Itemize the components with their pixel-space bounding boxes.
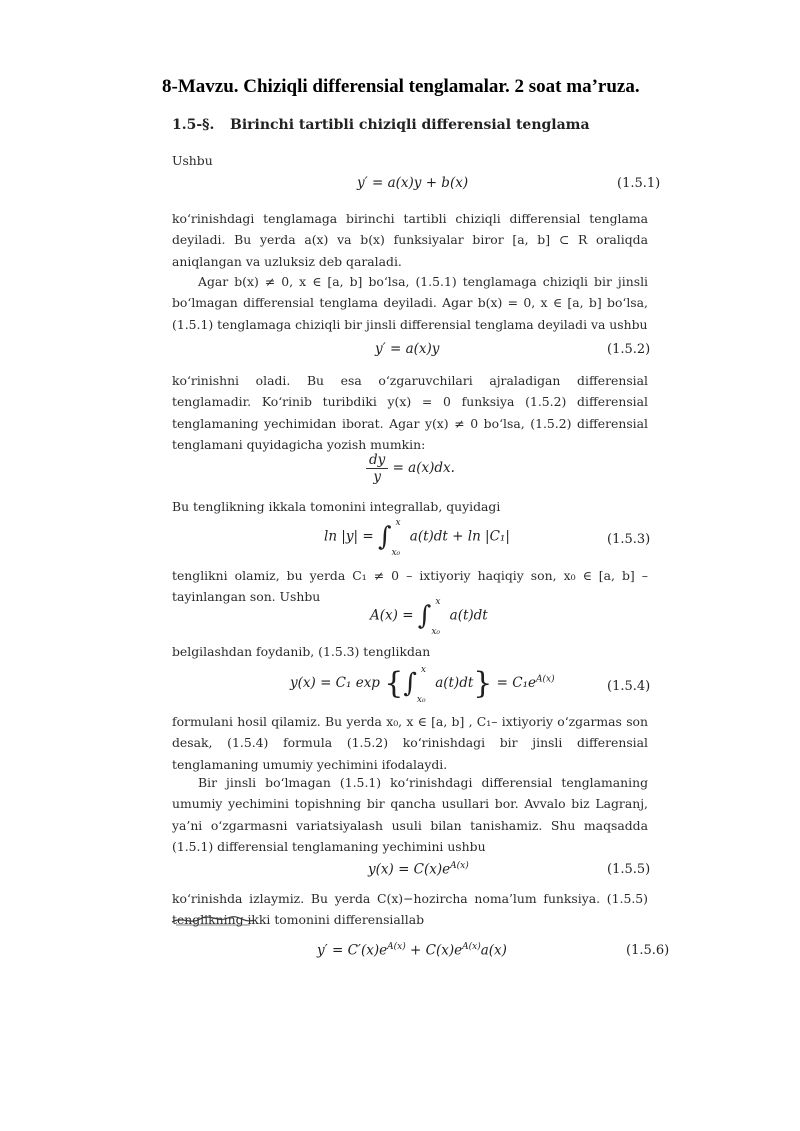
equation-integrand: a(t)dt (435, 675, 474, 691)
lower-limit: x₀ (431, 627, 441, 637)
fraction-denominator: y (373, 469, 381, 485)
equation-lhs: ln |y| = (324, 528, 374, 545)
equation-lhs: A(x) = (370, 607, 414, 624)
equation-number: (1.5.1) (617, 176, 661, 191)
pen-scribble-mark (170, 913, 256, 927)
equation-rhs: a(t)dt (449, 607, 488, 624)
equation-lhs: y(x) = C(x)e (368, 861, 451, 878)
equation-lhs: y(x) = C₁ exp (290, 675, 380, 691)
equation-rhs: a(t)dt + ln |C₁| (409, 528, 510, 545)
upper-limit: x (420, 664, 426, 675)
exponent: A(x) (462, 942, 481, 952)
equation-rhs: = a(x)dx. (392, 460, 455, 476)
lower-limit: x₀ (391, 548, 401, 558)
equation-separated (366, 452, 455, 485)
section-heading (172, 117, 590, 133)
equation-1-5-5 (368, 861, 469, 878)
exponent: A(x) (450, 861, 469, 871)
paragraph-differentiate: ko‘rinishda izlaymiz. Bu yerda C(x)−hozircha noma’lum funksiya. (1.5.5) tenglikning ikki tomonini differensiallab (172, 891, 648, 928)
paragraph-separable: ko‘rinishni oladi. Bu esa o‘zgaruvchilari ajraladigan differensial tenglamadir. Ko‘rinib turibdiki y(x) = 0 funksiya (1.5.2) differensial tenglamaning yechimidan iborat. Agar y(x) ≠ 0 bo‘lsa, (1.5.2) differensial tenglamani quyidagicha yozish mumkin: (172, 373, 648, 452)
paragraph-constants: tenglikni olamiz, bu yerda C₁ ≠ 0 – ixtiyoriy haqiqiy son, x₀ ∈ [a, b] – tayinlangan son. Ushbu (172, 568, 648, 605)
paragraph-intro: Ushbu (172, 153, 213, 168)
paragraph-general-solution: formulani hosil qilamiz. Bu yerda x₀, x ∈ [a, b] , C₁– ixtiyoriy o‘zgarmas son desak, (1.5.4) formula (1.5.2) ko‘rinishdagi bir jinsli differensial tenglamaning umumiy yechimini ifodalaydi. (172, 714, 648, 772)
equation-number: (1.5.3) (607, 532, 651, 547)
equation-number: (1.5.6) (626, 943, 670, 958)
equation-1-5-1: y′ = a(x)y + b(x) (357, 175, 469, 191)
section-number: 1.5-§. (172, 117, 215, 133)
left-brace: { (384, 666, 404, 701)
equation-number: (1.5.4) (607, 679, 651, 694)
upper-limit: x (435, 597, 441, 607)
right-brace: } (473, 666, 493, 701)
exponent: A(x) (387, 942, 406, 952)
paragraph-definition: ko‘rinishdagi tenglamaga birinchi tartibli chiziqli differensial tenglama deyiladi. Bu yerda a(x) va b(x) funksiyalar biror [a, b] ⊂ R oraliqda aniqlangan va uzluksiz deb qaraladi. (172, 211, 648, 269)
upper-limit: x (395, 518, 401, 528)
equation-a-definition (370, 597, 488, 637)
paragraph-notation: belgilashdan foydanib, (1.5.3) tenglikdan (172, 644, 431, 659)
equation-rhs: = C₁e (496, 675, 536, 691)
page-title: 8-Mavzu. Chiziqli differensial tenglamalar. 2 soat ma’ruza. (162, 76, 640, 97)
integral-sign: ∫ (377, 522, 392, 552)
equation-number: (1.5.2) (607, 342, 651, 357)
section-title: Birinchi tartibli chiziqli differensial tenglama (230, 117, 590, 133)
equation-part: y′ = C′(x)e (317, 942, 388, 959)
equation-1-5-3 (324, 518, 510, 558)
equation-1-5-6 (317, 942, 507, 959)
integral-sign: ∫ (417, 601, 432, 631)
fraction-numerator: dy (366, 452, 388, 469)
exponent: A(x) (536, 674, 555, 685)
paragraph-integrate: Bu tenglikning ikkala tomonini integrallab, quyidagi (172, 499, 501, 514)
integral-sign: ∫ (403, 668, 417, 699)
lower-limit: x₀ (416, 694, 426, 705)
equation-1-5-4 (290, 664, 555, 705)
equation-1-5-2: y′ = a(x)y (375, 341, 440, 357)
paragraph-homogeneous: Agar b(x) ≠ 0, x ∈ [a, b] bo‘lsa, (1.5.1) tenglamaga chiziqli bir jinsli bo‘lmagan differensial tenglama deyiladi. Agar b(x) = 0, x ∈ [a, b] bo‘lsa, (1.5.1) tenglamaga chiziqli bir jinsli differensial tenglama deyiladi va ushbu (172, 274, 648, 332)
equation-part: a(x) (480, 942, 507, 959)
equation-part: + C(x)e (405, 942, 463, 959)
paragraph-lagrange: Bir jinsli bo‘lmagan (1.5.1) ko‘rinishdagi differensial tenglamaning umumiy yechimini topishning bir qancha usullari bor. Avvalo biz Lagranj, ya’ni o‘zgarmasni variatsiyalash usuli bilan tanishamiz. Shu maqsadda (1.5.1) differensial tenglamaning yechimini ushbu (172, 775, 648, 854)
equation-number: (1.5.5) (607, 862, 651, 877)
